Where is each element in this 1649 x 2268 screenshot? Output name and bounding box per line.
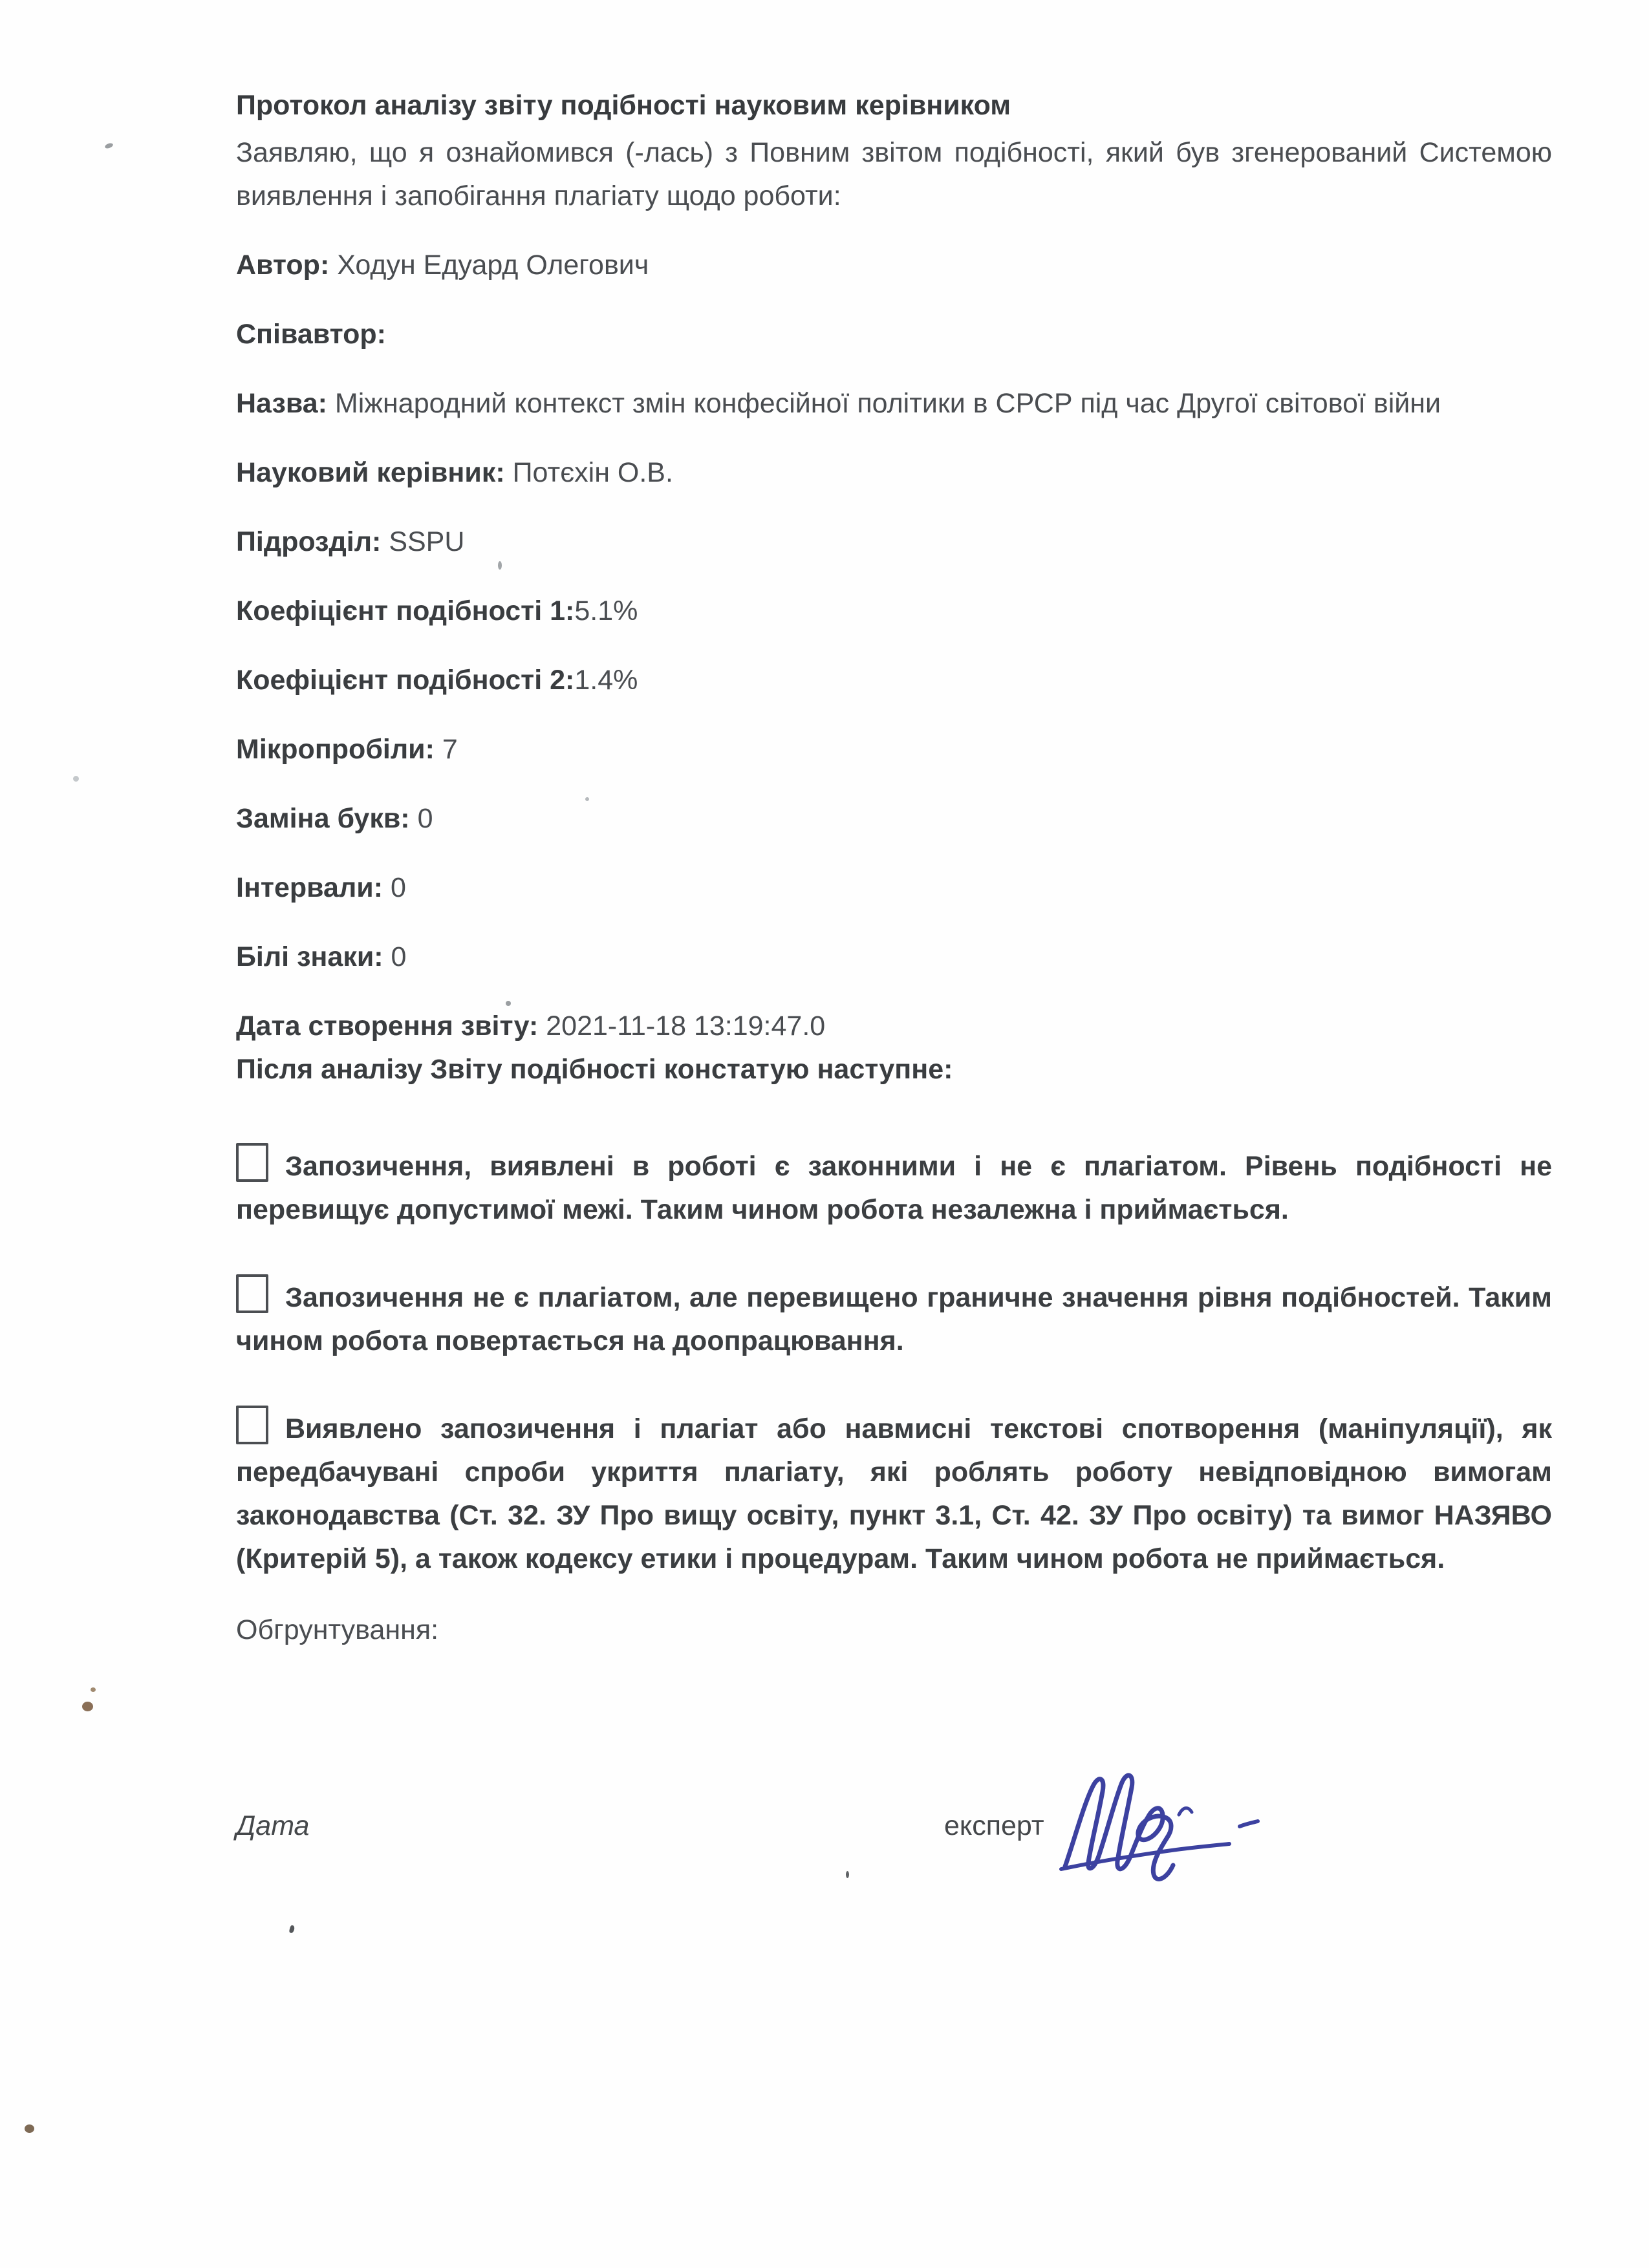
signature-row [236,1804,1552,1882]
scan-speck [91,1687,96,1692]
field-white-signs-value: 0 [383,941,407,972]
scan-speck [73,776,79,782]
scan-speck [506,1001,511,1006]
option-1-text: Запозичення, виявлені в роботі є законними і не є плагіатом. Рівень подібності не перевищує допустимої межі. Таким чином робота незалежна і приймається. [236,1151,1552,1225]
field-similarity-coefficient-1-value: 5.1% [574,595,638,626]
field-department-label: Підрозділ: [236,526,382,557]
date-label: Дата [236,1810,310,1841]
field-similarity-coefficient-2 [236,659,1552,702]
field-microspaces [236,728,1552,771]
field-report-date [236,1005,1552,1048]
scan-speck [498,561,502,570]
field-author-value: Ходун Едуард Олегович [329,250,649,281]
field-coauthor [236,313,1552,356]
scan-speck [846,1871,849,1878]
option-1-checkbox[interactable] [236,1143,268,1182]
option-2 [236,1274,1552,1363]
field-supervisor-label: Науковий керівник: [236,457,505,488]
field-white-signs [236,936,1552,979]
field-author [236,244,1552,287]
field-microspaces-label: Мікропробіли: [236,734,435,765]
option-2-checkbox[interactable] [236,1274,268,1313]
field-supervisor-value: Потєхін О.В. [504,457,673,488]
page-title: Протокол аналізу звіту подібності науковим керівником [236,90,1011,121]
option-3-text: Виявлено запозичення і плагіат або навмисні текстові спотворення (маніпуляції), як передбачувані спроби укриття плагіату, які роблять роботу невідповідною вимогам законодавства (Ст. 32. ЗУ Про вищу освіту, пункт 3.1, Ст. 42. ЗУ Про освіту) та вимог НАЗЯВО (Критерій 5), а також кодексу етики і процедурам. Таким чином робота не приймається. [236,1413,1552,1574]
justification-label: Обгрунтування: [236,1614,439,1645]
scan-speck [82,1702,93,1711]
scan-speck [585,797,589,801]
field-coauthor-label: Співавтор: [236,319,386,350]
field-intervals [236,866,1552,910]
expert-signature [1056,1764,1263,1894]
option-1 [236,1143,1552,1232]
option-3-checkbox[interactable] [236,1406,268,1444]
field-title-of-work-value: Міжнародний контекст змін конфесійної політики в СРСР під час Другої світової війни [327,388,1441,419]
field-supervisor [236,451,1552,495]
option-2-text: Запозичення не є плагіатом, але перевищено граничне значення рівня подібностей. Таким чином робота повертається на доопрацювання. [236,1282,1552,1356]
field-intervals-label: Інтервали: [236,872,383,903]
field-similarity-coefficient-2-label: Коефіцієнт подібності 2: [236,665,575,696]
option-3 [236,1406,1552,1581]
field-author-label: Автор: [236,250,330,281]
field-white-signs-label: Білі знаки: [236,941,383,972]
expert-label: експерт [944,1810,1044,1841]
field-report-date-label: Дата створення звіту: [236,1011,539,1042]
field-letter-substitution-label: Заміна букв: [236,803,410,834]
field-title-of-work-label: Назва: [236,388,327,419]
field-letter-substitution-value: 0 [409,803,433,834]
field-similarity-coefficient-1-label: Коефіцієнт подібності 1: [236,595,575,626]
field-department-value: SSPU [381,526,465,557]
statement-heading: Після аналізу Звіту подібності констатую наступне: [236,1054,953,1085]
field-title-of-work [236,382,1552,425]
scan-speck [25,2124,34,2133]
field-similarity-coefficient-2-value: 1.4% [574,665,638,696]
intro-paragraph: Заявляю, що я ознайомився (-лась) з Повним звітом подібності, який був згенерований Системою виявлення і запобігання плагіату щодо роботи: [236,137,1552,211]
field-similarity-coefficient-1 [236,590,1552,633]
field-department [236,520,1552,564]
field-intervals-value: 0 [383,872,406,903]
field-report-date-value: 2021-11-18 13:19:47.0 [538,1011,826,1042]
field-microspaces-value: 7 [434,734,458,765]
field-letter-substitution [236,797,1552,840]
